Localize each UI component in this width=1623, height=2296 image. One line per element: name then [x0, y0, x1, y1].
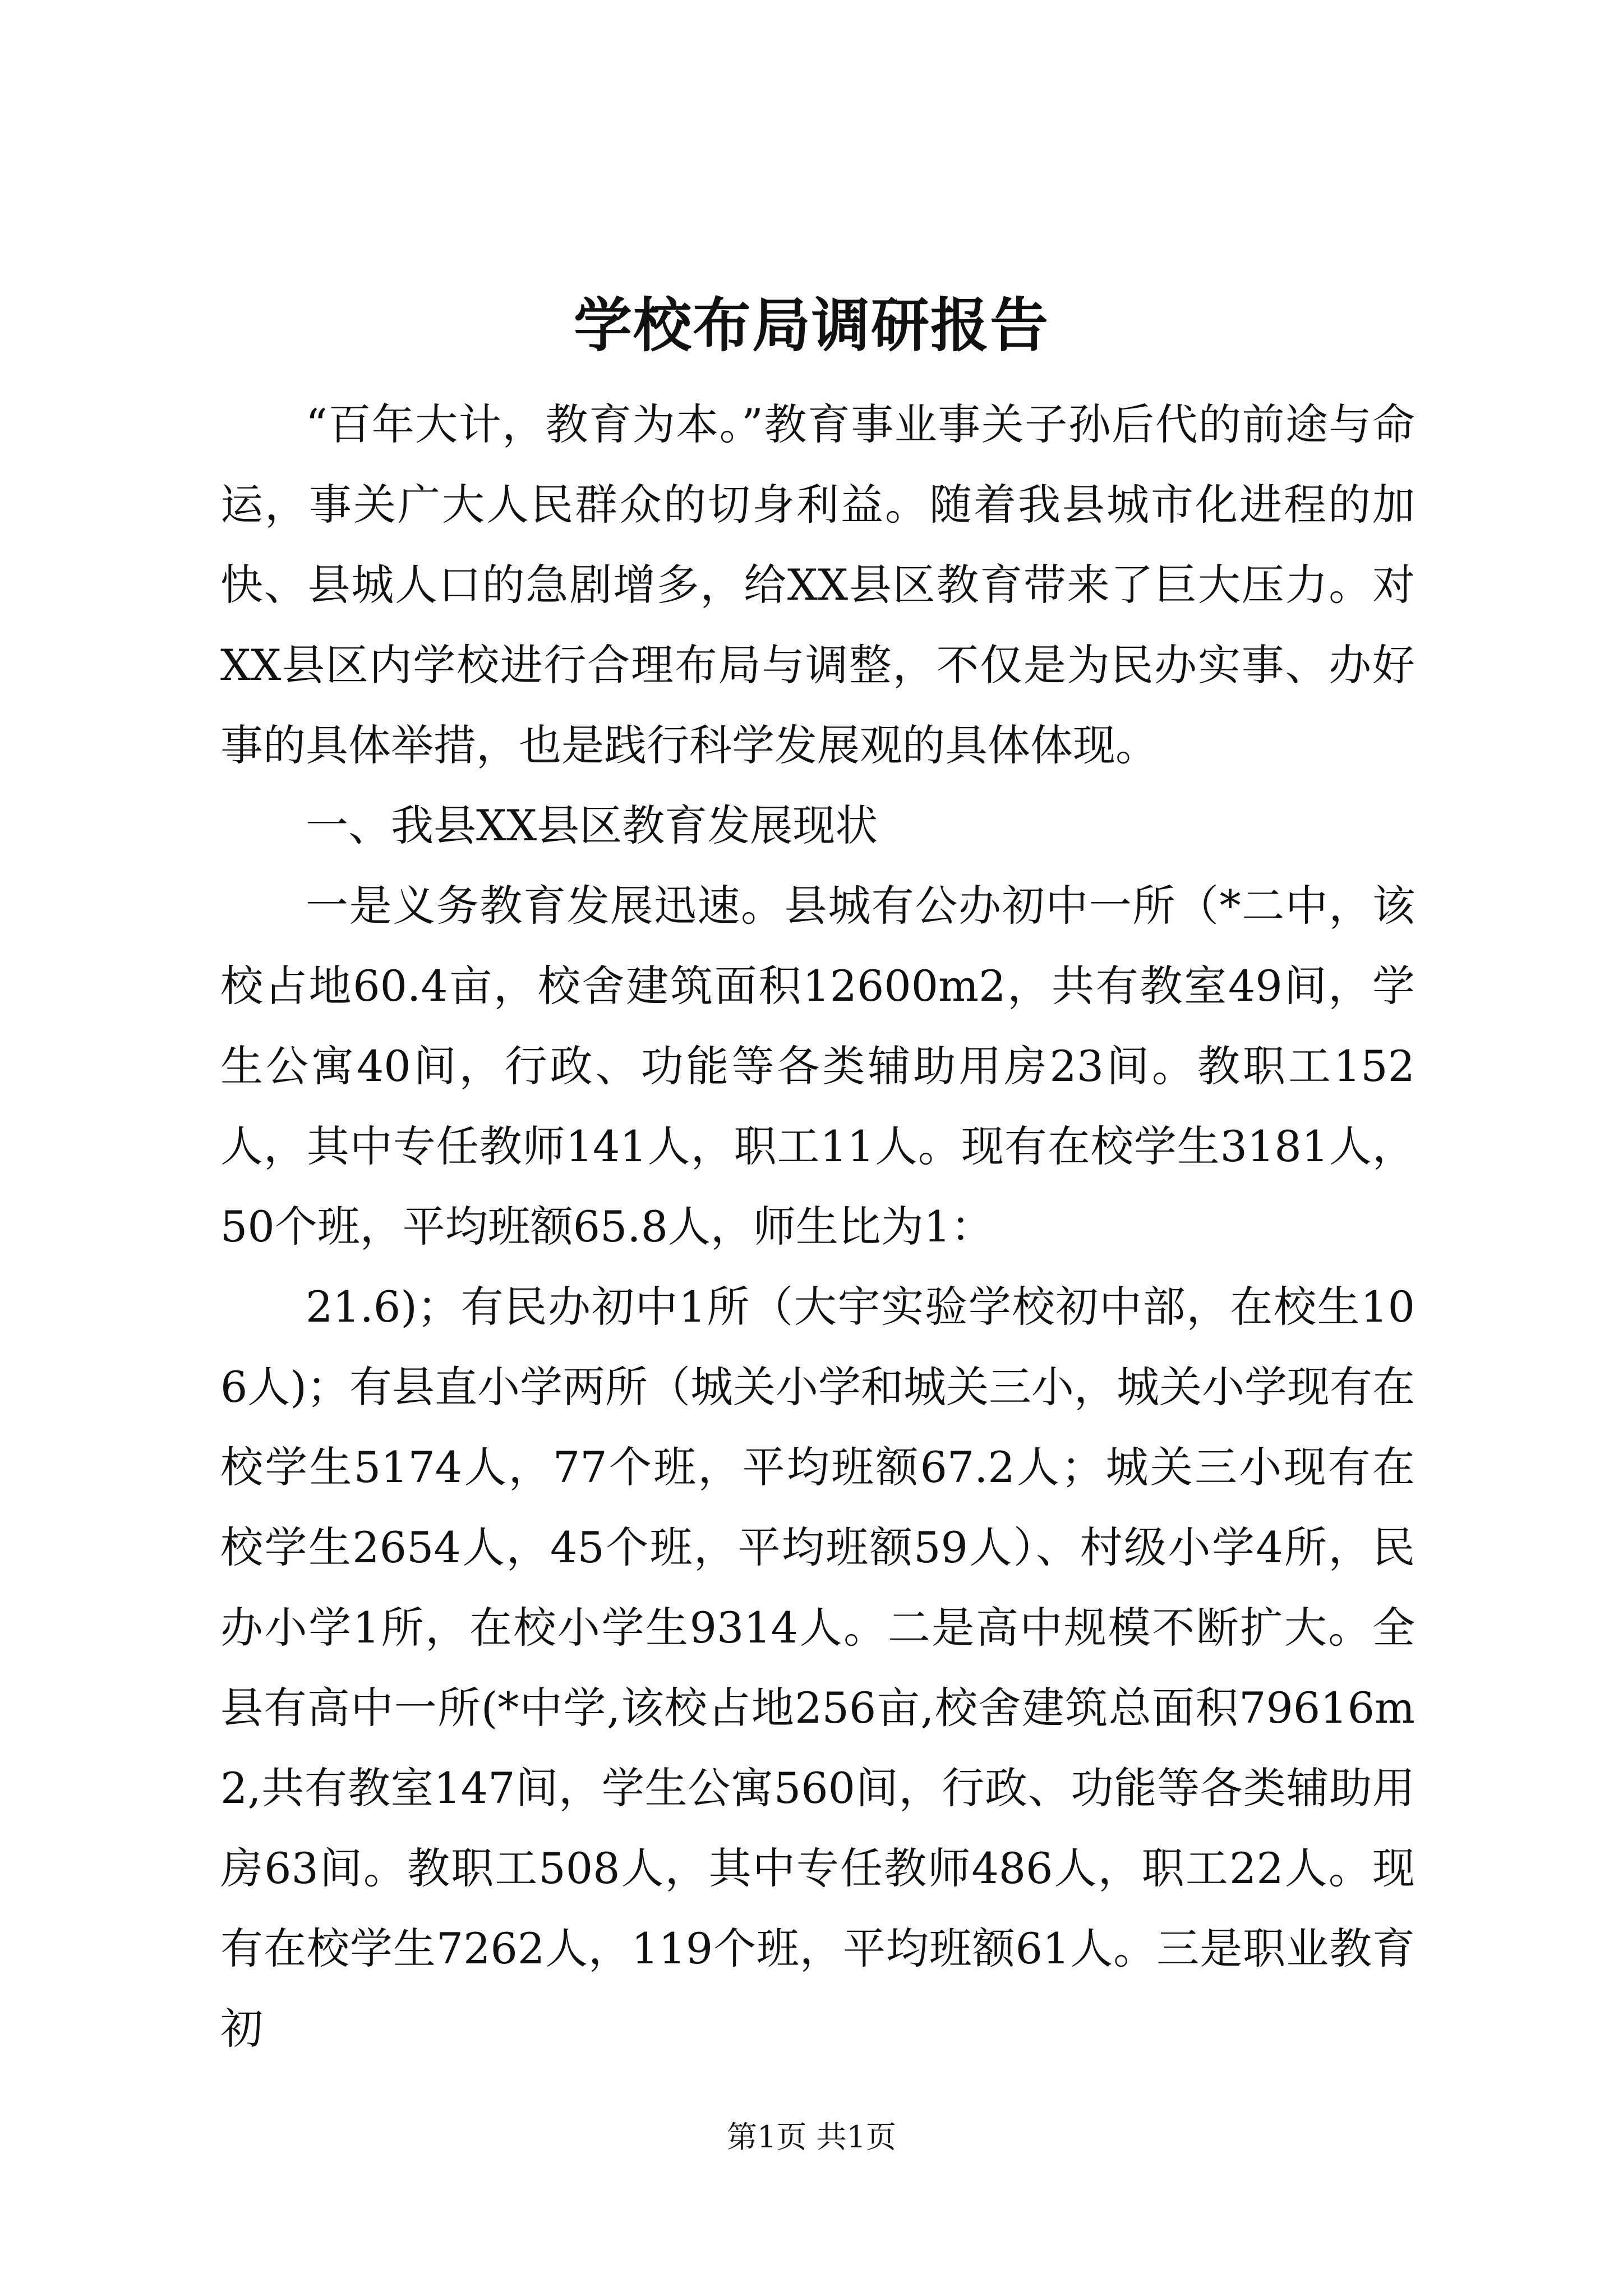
paragraph-intro: “百年大计，教育为本。”教育事业事关子孙后代的前途与命运，事关广大人民群众的切身利益。随着我县城市化进程的加快、县城人口的急剧增多，给XX县区教育带来了巨大压力。对XX县区内学校进行合理布局与调整，不仅是为民办实事、办好事的具体举措，也是践行科学发展观的具体体现。: [220, 399, 1415, 770]
document-body: [220, 384, 1415, 2069]
page-title: 学校布局调研报告: [573, 291, 1049, 360]
paragraph-compulsory-education: 一是义务教育发展迅速。县城有公办初中一所（*二中，该校占地60.4亩，校舍建筑面积12600m2，共有教室49间，学生公寓40间，行政、功能等各类辅助用房23间。教职工152人，其中专任教师141人，职工11人。现有在校学生3181人，50个班，平均班额65.8人，师生比为1：: [220, 881, 1415, 1251]
section-heading: 一、我县XX县区教育发展现状: [306, 800, 878, 850]
paragraph-schools-detail: 21.6)；有民办初中1所（大宇实验学校初中部，在校生106人)；有县直小学两所（城关小学和城关三小，城关小学现有在校学生5174人，77个班，平均班额67.2人；城关三小现有在校学生2654人，45个班，平均班额59人）、村级小学4所，民办小学1所，在校小学生9314人。二是高中规模不断扩大。全县有高中一所(*中学,该校占地256亩,校舍建筑总面积79616m2,共有教室147间，学生公寓560间，行政、功能等各类辅助用房63间。教职工508人，其中专任教师486人，职工22人。现有在校学生7262人，119个班，平均班额61人。三是职业教育初: [220, 1282, 1415, 2054]
page-footer: [0, 2115, 1623, 2160]
page-number-label: 第1页 共1页: [727, 2119, 896, 2155]
